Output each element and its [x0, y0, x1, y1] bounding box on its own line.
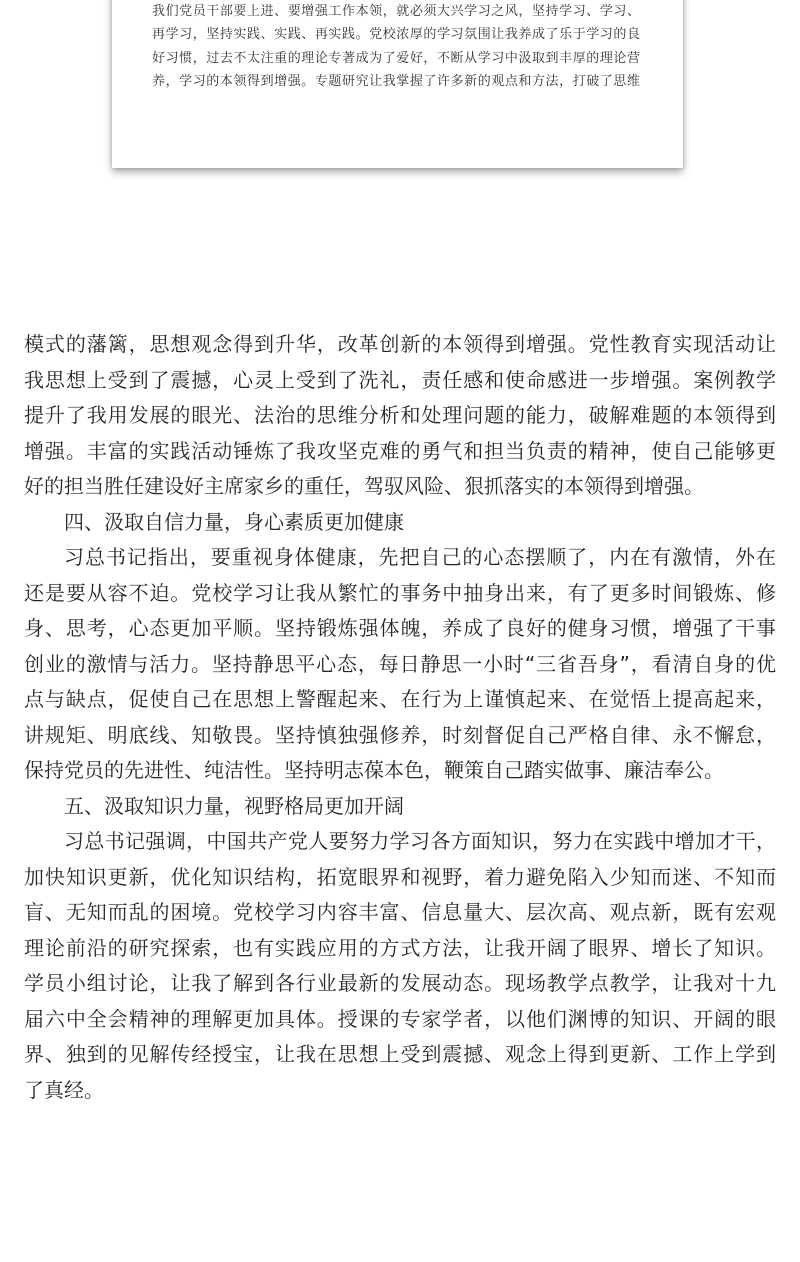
- text-line: 模式的藩篱，思想观念得到升华，改革创新的本领得到增强。党性教育实现活动让: [24, 332, 776, 356]
- text-line: 好的担当胜任建设好主席家乡的重任，驾驭风险、狠抓落实的本领得到增强。: [24, 474, 704, 498]
- text-line: 我思想上受到了震撼，心灵上受到了洗礼，责任感和使命感进一步增强。案例教学: [24, 367, 776, 392]
- text-line: 了真经。: [24, 1077, 104, 1102]
- preview-paragraph: [152, 0, 640, 93]
- document-preview-card: [112, 0, 683, 168]
- preview-line: 再学习，坚持实践、实践、再实践。党校浓厚的学习氛围让我养成了乐于学习的良: [152, 27, 640, 43]
- section-heading-5: 五、汲取知识力量，视野格局更加开阔: [64, 793, 404, 818]
- text-line: 加快知识更新，优化知识结构，拓宽眼界和视野，着力避免陷入少知而迷、不知而: [24, 864, 776, 889]
- paragraph-2: [24, 540, 776, 789]
- text-line: 学员小组讨论，让我了解到各行业最新的发展动态。现场教学点教学，让我对十九: [24, 971, 776, 995]
- text-line: 提升了我用发展的眼光、法治的思维分析和处理问题的能力，破解难题的本领得到: [24, 403, 776, 427]
- text-line: 界、独到的见解传经授宝，让我在思想上受到震撼、观念上得到更新、工作上学到: [24, 1042, 776, 1066]
- text-line: 讲规矩、明底线、知敬畏。坚持慎独强修养，时刻督促自己严格自律、永不懈怠，: [24, 722, 776, 747]
- text-line: 理论前沿的研究探索，也有实践应用的方式方法，让我开阔了眼界、增长了知识。: [24, 935, 776, 960]
- paragraph-1: [24, 327, 776, 505]
- text-line: 习总书记强调，中国共产党人要努力学习各方面知识，努力在实践中增加才干，: [64, 829, 776, 853]
- section-heading-4: 四、汲取自信力量，身心素质更加健康: [64, 509, 404, 534]
- text-line: 创业的激情与活力。坚持静思平心态，每日静思一小时“三省吾身”，看清自身的优: [24, 651, 776, 676]
- text-line: 习总书记指出，要重视身体健康，先把自己的心态摆顺了，内在有激情，外在: [64, 545, 776, 569]
- document-body: [24, 327, 776, 1108]
- paragraph-3: [24, 824, 776, 1108]
- text-line: 届六中全会精神的理解更加具体。授课的专家学者，以他们渊博的知识、开阔的眼: [24, 1006, 776, 1031]
- preview-line: 好习惯，过去不太注重的理论专著成为了爱好，不断从学习中汲取到丰厚的理论营: [152, 50, 640, 66]
- text-line: 保持党员的先进性、纯洁性。坚持明志葆本色，鞭策自己踏实做事、廉洁奉公。: [24, 758, 724, 782]
- text-line: 盲、无知而乱的困境。党校学习内容丰富、信息量大、层次高、观点新，既有宏观: [24, 900, 776, 924]
- preview-line: 养，学习的本领得到增强。专题研究让我掌握了许多新的观点和方法，打破了思维: [152, 73, 640, 89]
- preview-line: 我们党员干部要上进、要增强工作本领，就必须大兴学习之风，坚持学习、学习、: [152, 4, 640, 19]
- text-line: 还是要从容不迫。党校学习让我从繁忙的事务中抽身出来，有了更多时间锻炼、修: [24, 580, 776, 605]
- text-line: 身、思考，心态更加平顺。坚持锻炼强体魄，养成了良好的健身习惯，增强了干事: [24, 616, 776, 640]
- text-line: 增强。丰富的实践活动锤炼了我攻坚克难的勇气和担当负责的精神，使自己能够更: [24, 438, 776, 463]
- text-line: 点与缺点，促使自己在思想上警醒起来、在行为上谨慎起来、在觉悟上提高起来，: [24, 687, 776, 711]
